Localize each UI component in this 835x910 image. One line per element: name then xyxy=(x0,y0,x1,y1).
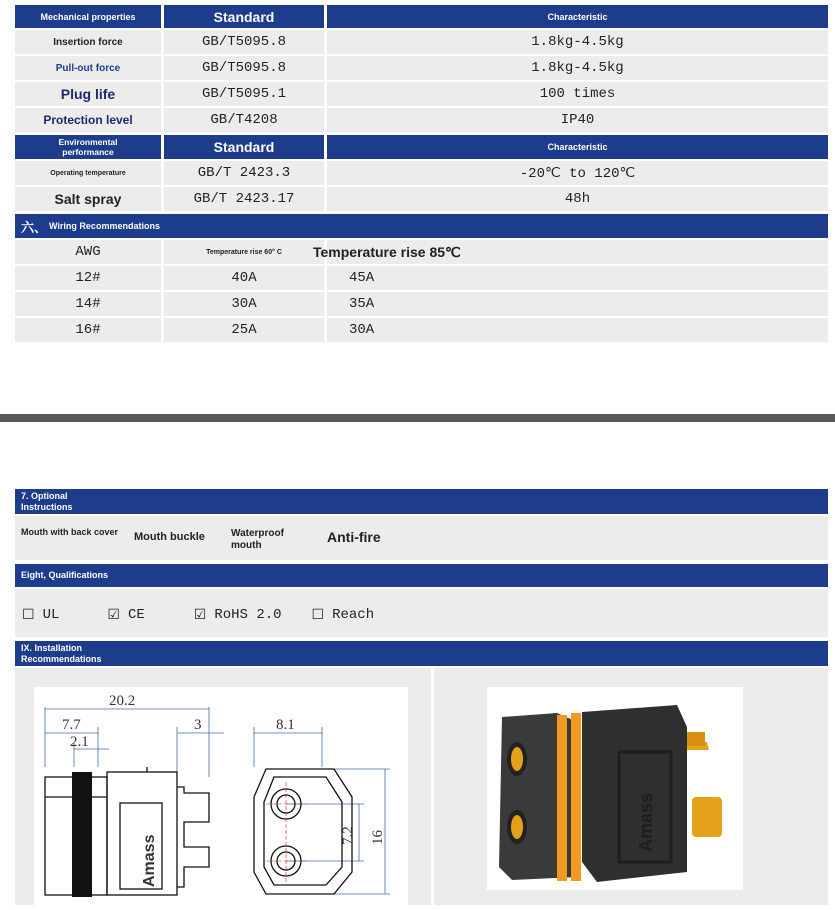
wiring-header-rise85 xyxy=(313,240,828,264)
wiring-header-awg: AWG xyxy=(15,240,161,264)
qual-item-ce xyxy=(107,607,144,624)
wiring-row-awg: 16# xyxy=(15,318,161,342)
wiring-header-rise85-text: Temperature rise 85℃ xyxy=(313,243,461,260)
mech-row-name: Insertion force xyxy=(15,30,161,54)
dim-pin-spacing: 7.2 xyxy=(340,826,356,845)
mech-row-value: 100 times xyxy=(327,82,828,106)
seal-ring-2 xyxy=(571,713,581,881)
env-row-value: -20℃ to 120℃ xyxy=(327,161,828,185)
qual-title: Eight, Qualifications xyxy=(21,570,109,580)
mech-row-name: Pull-out force xyxy=(15,56,161,80)
mech-row-value: 1.8kg-4.5kg xyxy=(327,56,828,80)
dim-overall-length: 20.2 xyxy=(109,693,136,709)
product-photo xyxy=(487,687,743,890)
mech-header-standard: Standard xyxy=(164,5,324,28)
qual-item-label: Reach xyxy=(332,607,375,623)
optional-item-buckle: Mouth buckle xyxy=(134,531,205,543)
qual-item-label: UL xyxy=(42,607,60,623)
mech-header-characteristic: Characteristic xyxy=(327,5,828,28)
optional-title-bar xyxy=(15,489,828,514)
qual-item-label: RoHS 2.0 xyxy=(214,607,282,623)
mech-row-standard: GB/T5095.8 xyxy=(164,56,324,80)
env-row-name: Salt spray xyxy=(15,187,161,211)
mech-header-properties: Mechanical properties xyxy=(15,5,161,28)
checkbox-icon: ☐ xyxy=(311,607,325,624)
qual-item-rohs-2-0 xyxy=(194,607,282,624)
mech-row-name: Plug life xyxy=(15,82,161,106)
env-row-standard: GB/T 2423.17 xyxy=(164,187,324,211)
install-title: IX. Installation Recommendations xyxy=(21,643,102,664)
env-header-standard: Standard xyxy=(164,135,324,159)
qual-item-label: CE xyxy=(127,607,145,623)
wiring-title-prefix: 六、 xyxy=(21,219,48,235)
mech-row-standard: GB/T5095.1 xyxy=(164,82,324,106)
dim-front-length: 7.7 xyxy=(62,717,81,733)
env-row-name: Operating temperature xyxy=(15,161,161,185)
wiring-row-rise85: 35A xyxy=(327,292,828,316)
dim-face-height: 16 xyxy=(370,830,386,845)
qual-item-reach xyxy=(312,607,375,624)
checkbox-icon: ☐ xyxy=(22,607,35,624)
drawing-seal-ring xyxy=(72,772,92,897)
seal-ring-1 xyxy=(557,715,567,881)
wiring-header-rise60: Temperature rise 60° C xyxy=(164,240,324,264)
install-separator xyxy=(431,668,434,905)
dim-face-width: 8.1 xyxy=(276,717,295,733)
env-row-standard: GB/T 2423.3 xyxy=(164,161,324,185)
qual-title-bar xyxy=(15,564,828,587)
install-title-bar xyxy=(15,641,828,666)
env-row-value: 48h xyxy=(327,187,828,211)
wiring-title-bar xyxy=(15,214,828,238)
mech-row-value: 1.8kg-4.5kg xyxy=(327,30,828,54)
checkbox-icon: ☑ xyxy=(193,607,207,624)
checkbox-icon: ☑ xyxy=(107,607,120,624)
wiring-row-awg: 14# xyxy=(15,292,161,316)
product-brand: Amass xyxy=(636,792,656,852)
mech-row-name: Protection level xyxy=(15,108,161,132)
optional-title: 7. Optional Instructions xyxy=(21,491,73,512)
env-header-properties: Environmental performance xyxy=(15,135,161,159)
qual-list xyxy=(22,605,374,625)
product-svg xyxy=(487,687,743,890)
drawing-svg xyxy=(34,687,408,905)
optional-item-back-cover: Mouth with back cover xyxy=(21,527,119,537)
dim-ring-width: 2.1 xyxy=(70,734,89,750)
qual-item-ul xyxy=(22,607,59,624)
wiring-title: Wiring Recommendations xyxy=(49,221,160,231)
optional-item-waterproof: Waterproof mouth xyxy=(231,528,284,551)
drawing-brand: Amass xyxy=(141,834,158,887)
env-header-characteristic: Characteristic xyxy=(327,135,828,159)
section-divider xyxy=(0,414,835,422)
pin-bottom xyxy=(692,797,722,837)
wiring-row-rise60: 25A xyxy=(164,318,324,342)
dim-pin-offset: 3 xyxy=(194,717,202,733)
mech-row-value: IP40 xyxy=(327,108,828,132)
wiring-row-awg: 12# xyxy=(15,266,161,290)
mech-row-standard: GB/T4208 xyxy=(164,108,324,132)
wiring-row-rise85: 45A xyxy=(327,266,828,290)
technical-drawing xyxy=(34,687,408,905)
wiring-row-rise60: 40A xyxy=(164,266,324,290)
wiring-row-rise60: 30A xyxy=(164,292,324,316)
wiring-row-rise85: 30A xyxy=(327,318,828,342)
optional-item-anti-fire: Anti-fire xyxy=(327,529,381,545)
mech-row-standard: GB/T5095.8 xyxy=(164,30,324,54)
